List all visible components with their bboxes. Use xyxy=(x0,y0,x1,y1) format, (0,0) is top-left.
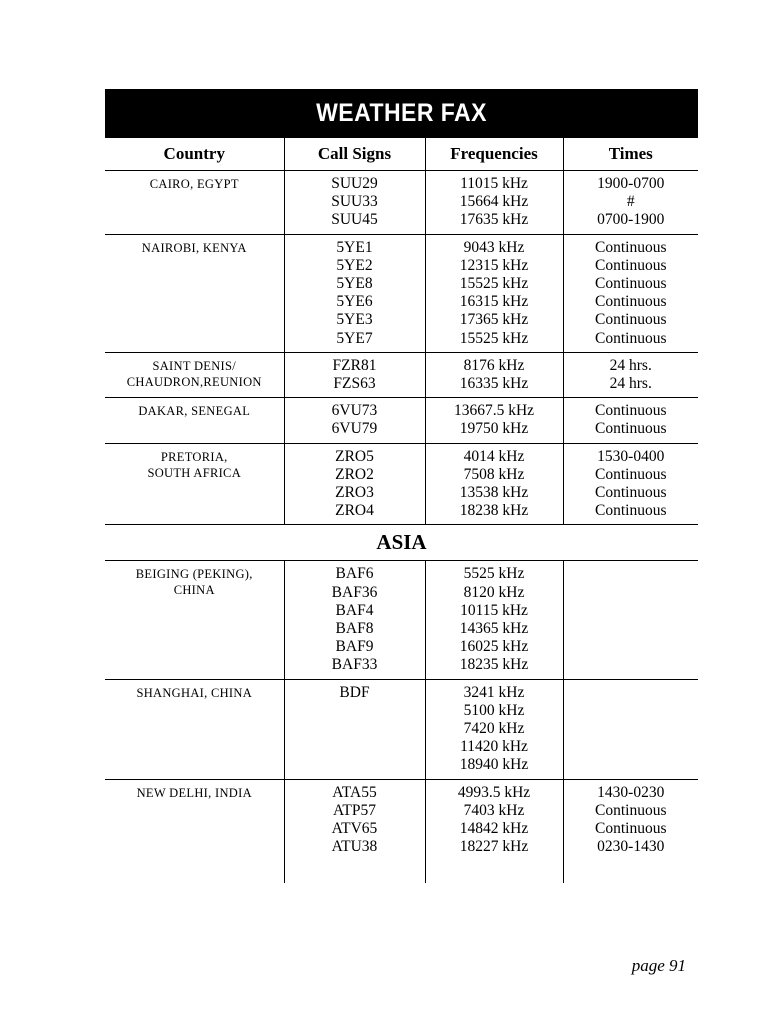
call-signs-cell xyxy=(284,398,425,443)
call-signs-line: FZS63 xyxy=(333,375,376,393)
table-row xyxy=(105,398,698,443)
times-line: 0700-1900 xyxy=(597,211,665,229)
page-title: WEATHER FAX xyxy=(129,89,675,138)
call-signs-line: 5YE2 xyxy=(336,256,373,274)
call-signs-line: 5YE1 xyxy=(336,238,373,256)
country-line: DAKAR, SENEGAL xyxy=(138,404,251,419)
times-cell xyxy=(563,779,698,883)
times-cell xyxy=(563,679,698,779)
call-signs-line: 5YE6 xyxy=(336,293,373,311)
call-signs-line: ZRO5 xyxy=(335,447,374,465)
table-row xyxy=(105,352,698,397)
times-line: 24 hrs. xyxy=(609,375,652,393)
call-signs-line: ATV65 xyxy=(331,820,378,838)
country-line: NAIROBI, KENYA xyxy=(141,240,247,255)
country-cell xyxy=(105,561,284,679)
africa-rows xyxy=(105,171,698,525)
call-signs-line: BAF4 xyxy=(335,601,374,619)
table-row xyxy=(105,443,698,525)
frequencies-line: 15664 kHz xyxy=(459,193,529,211)
times-line: Continuous xyxy=(595,256,667,274)
frequencies-line: 15525 kHz xyxy=(459,275,529,293)
country-line: BEIGING (PEKING), xyxy=(135,567,253,582)
frequencies-line: 18227 kHz xyxy=(459,838,529,856)
call-signs-line: SUU45 xyxy=(331,211,378,229)
times-cell xyxy=(563,352,698,397)
frequencies-line: 8176 kHz xyxy=(463,356,525,374)
frequencies-cell xyxy=(425,398,563,443)
call-signs-cell xyxy=(284,779,425,883)
call-signs-line: SUU33 xyxy=(331,193,378,211)
frequencies-line: 17635 kHz xyxy=(459,211,529,229)
call-signs-line: ZRO4 xyxy=(335,502,374,520)
call-signs-cell xyxy=(284,679,425,779)
call-signs-line: ATA55 xyxy=(332,783,377,801)
frequencies-line: 4014 kHz xyxy=(463,447,525,465)
section-heading-asia: ASIA xyxy=(105,525,698,561)
country-line: NEW DELHI, INDIA xyxy=(136,785,252,800)
frequencies-line: 18940 kHz xyxy=(459,756,529,774)
column-header-times: Times xyxy=(563,138,698,171)
frequencies-cell xyxy=(425,561,563,679)
times-line: Continuous xyxy=(595,801,667,819)
call-signs-line: 6VU73 xyxy=(331,402,378,420)
times-line: 24 hrs. xyxy=(609,356,652,374)
country-cell xyxy=(105,443,284,525)
country-line: PRETORIA, xyxy=(160,449,228,464)
country-line: SHANGHAI, CHINA xyxy=(136,685,253,700)
times-line: # xyxy=(626,193,635,211)
times-cell xyxy=(563,443,698,525)
times-line: Continuous xyxy=(595,238,667,256)
call-signs-line: 5YE8 xyxy=(336,275,373,293)
frequencies-line: 10115 kHz xyxy=(460,601,528,619)
times-line: 1900-0700 xyxy=(597,175,665,192)
table-row xyxy=(105,234,698,352)
times-cell xyxy=(563,234,698,352)
frequencies-line: 18235 kHz xyxy=(459,656,529,674)
country-cell xyxy=(105,679,284,779)
country-cell xyxy=(105,398,284,443)
times-line: Continuous xyxy=(595,311,667,329)
call-signs-line: BAF9 xyxy=(335,638,374,656)
country-cell xyxy=(105,234,284,352)
call-signs-line: BDF xyxy=(339,683,370,701)
frequencies-line: 7403 kHz xyxy=(463,801,525,819)
call-signs-cell xyxy=(284,352,425,397)
frequencies-line: 13538 kHz xyxy=(459,484,529,502)
country-line: CHAUDRON,REUNION xyxy=(126,374,262,389)
frequencies-line: 16025 kHz xyxy=(459,638,529,656)
frequencies-cell xyxy=(425,443,563,525)
column-header-frequencies: Frequencies xyxy=(425,138,563,171)
country-line: CAIRO, EGYPT xyxy=(149,177,239,191)
header-row xyxy=(105,138,698,171)
frequencies-cell xyxy=(425,779,563,883)
frequencies-line: 16315 kHz xyxy=(459,293,529,311)
call-signs-cell xyxy=(284,443,425,525)
weather-fax-table-block xyxy=(105,89,698,883)
asia-section xyxy=(105,525,698,561)
station-table xyxy=(105,138,698,883)
frequencies-cell xyxy=(425,234,563,352)
table-row xyxy=(105,171,698,235)
title-banner xyxy=(105,89,698,138)
times-line: 1530-0400 xyxy=(597,447,665,465)
call-signs-line: 5YE7 xyxy=(336,329,373,347)
frequencies-line: 11420 kHz xyxy=(460,738,528,756)
call-signs-line: FZR81 xyxy=(332,356,377,374)
page-number: page 91 xyxy=(631,956,686,975)
frequencies-line: 14842 kHz xyxy=(459,820,529,838)
call-signs-line: ATP57 xyxy=(332,801,377,819)
call-signs-line: BAF6 xyxy=(335,565,374,583)
frequencies-line: 9043 kHz xyxy=(463,238,525,256)
country-cell xyxy=(105,779,284,883)
call-signs-line: ATU38 xyxy=(331,838,378,856)
frequencies-line: 12315 kHz xyxy=(459,256,529,274)
frequencies-line: 16335 kHz xyxy=(459,375,529,393)
frequencies-line: 4993.5 kHz xyxy=(457,783,531,801)
country-cell xyxy=(105,352,284,397)
call-signs-line: ZRO2 xyxy=(335,465,374,483)
call-signs-line: 5YE3 xyxy=(336,311,373,329)
times-line: Continuous xyxy=(595,420,667,438)
frequencies-line: 3241 kHz xyxy=(463,683,525,701)
frequencies-line: 5525 kHz xyxy=(463,565,525,583)
times-line: 1430-0230 xyxy=(597,783,665,801)
table-row xyxy=(105,779,698,883)
call-signs-line: BAF33 xyxy=(331,656,378,674)
times-cell xyxy=(563,561,698,679)
frequencies-line: 17365 kHz xyxy=(459,311,529,329)
frequencies-line: 15525 kHz xyxy=(459,329,529,347)
times-line: Continuous xyxy=(595,329,667,347)
frequencies-line: 7508 kHz xyxy=(463,465,525,483)
frequencies-line: 11015 kHz xyxy=(460,175,528,192)
country-line: CHINA xyxy=(173,583,215,598)
country-line: SAINT DENIS/ xyxy=(152,358,237,373)
frequencies-line: 18238 kHz xyxy=(459,502,529,520)
frequencies-line: 8120 kHz xyxy=(463,583,525,601)
times-cell xyxy=(563,398,698,443)
call-signs-line: 6VU79 xyxy=(331,420,378,438)
frequencies-cell xyxy=(425,171,563,235)
times-line: Continuous xyxy=(595,402,667,420)
call-signs-cell xyxy=(284,234,425,352)
frequencies-line: 7420 kHz xyxy=(463,720,525,738)
times-line: Continuous xyxy=(595,293,667,311)
times-line: Continuous xyxy=(595,820,667,838)
times-line: Continuous xyxy=(595,502,667,520)
frequencies-line: 13667.5 kHz xyxy=(453,402,535,420)
column-header-call-signs: Call Signs xyxy=(284,138,425,171)
country-cell xyxy=(105,171,284,235)
times-cell xyxy=(563,171,698,235)
table-row xyxy=(105,679,698,779)
frequencies-line: 5100 kHz xyxy=(463,701,525,719)
times-line: 0230-1430 xyxy=(597,838,665,856)
call-signs-line: ZRO3 xyxy=(335,484,374,502)
times-line: Continuous xyxy=(595,484,667,502)
table-row xyxy=(105,561,698,679)
call-signs-line: SUU29 xyxy=(331,175,378,192)
section-row xyxy=(105,525,698,561)
column-header-country: Country xyxy=(105,138,284,171)
times-line: Continuous xyxy=(595,275,667,293)
frequencies-line: 19750 kHz xyxy=(459,420,529,438)
frequencies-line: 14365 kHz xyxy=(459,620,529,638)
times-line: Continuous xyxy=(595,465,667,483)
call-signs-line: BAF36 xyxy=(331,583,378,601)
call-signs-cell xyxy=(284,561,425,679)
country-line: SOUTH AFRICA xyxy=(147,465,242,480)
frequencies-cell xyxy=(425,679,563,779)
asia-rows xyxy=(105,561,698,883)
call-signs-line: BAF8 xyxy=(335,620,374,638)
call-signs-cell xyxy=(284,171,425,235)
frequencies-cell xyxy=(425,352,563,397)
